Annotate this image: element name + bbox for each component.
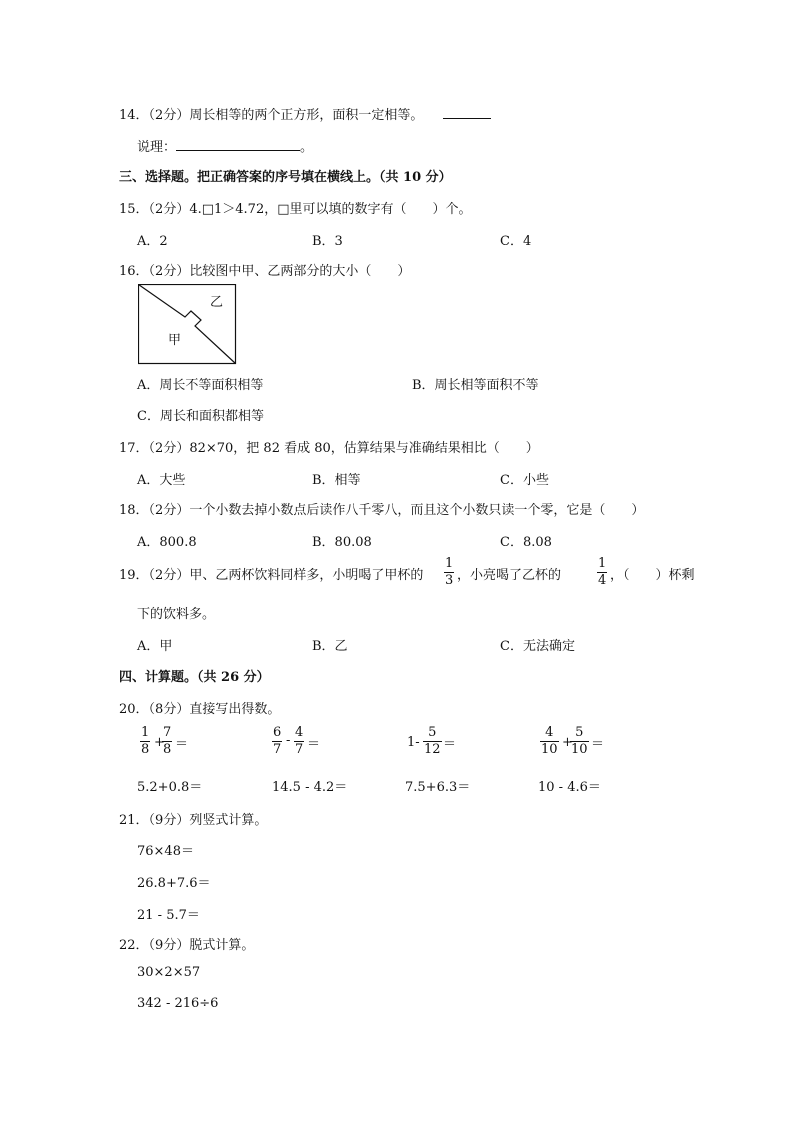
q19-frac2-num: 1 xyxy=(598,556,607,571)
q17-option-b[interactable]: B．相等 xyxy=(312,473,361,488)
q20-expr1-frac-a: 1 8 xyxy=(141,725,150,757)
q20-expr4-eq: ＝ xyxy=(591,737,605,752)
q15-option-c[interactable]: C．4 xyxy=(500,234,532,249)
section-4-title: 四、计算题。（共 26 分） xyxy=(119,670,270,685)
q20-expr1-op: + xyxy=(154,735,165,750)
q20-expr2-eq: ＝ xyxy=(307,737,321,752)
q16-option-c[interactable]: C．周长和面积都相等 xyxy=(137,409,264,424)
q14-explain-blank[interactable] xyxy=(176,138,300,151)
q18-option-b[interactable]: B．80.08 xyxy=(312,535,372,550)
q14-explain-label: 说理： xyxy=(137,140,177,155)
q20-expr1-eq: ＝ xyxy=(175,737,189,752)
q20-expr3-lead: 1- xyxy=(407,735,420,750)
q19-text-line2: 下的饮料多。 xyxy=(137,607,216,622)
q14-explain-end: 。 xyxy=(300,140,314,155)
q16-option-b[interactable]: B．周长相等面积不等 xyxy=(412,378,539,393)
q16-figure xyxy=(138,284,238,366)
q19-frac1-den: 3 xyxy=(445,573,454,588)
q18-option-c[interactable]: C．8.08 xyxy=(500,535,552,550)
q22-text: 22．（9分）脱式计算。 xyxy=(119,938,255,953)
q18-option-a[interactable]: A．800.8 xyxy=(137,535,197,550)
q14-explain xyxy=(137,136,313,155)
q17-option-a[interactable]: A．大些 xyxy=(137,473,186,488)
q20-row2-item-1: 5.2+0.8＝ xyxy=(137,780,203,795)
q19-text-part3: ，（ ）杯剩 xyxy=(610,568,695,583)
q18-text: 18．（2分）一个小数去掉小数点后读作八千零八，而且这个小数只读一个零，它是（ ） xyxy=(119,503,645,518)
q22-item-1: 30×2×57 xyxy=(137,965,201,980)
q19-option-c[interactable]: C．无法确定 xyxy=(500,639,575,654)
q16-figure-label-yi: 乙 xyxy=(210,295,224,310)
q21-item-1: 76×48＝ xyxy=(137,844,194,859)
q17-text: 17．（2分）82×70，把 82 看成 80，估算结果与准确结果相比（ ） xyxy=(119,441,539,456)
q20-expr2-frac-a: 6 7 xyxy=(273,725,282,757)
q20-expr4-frac-a: 4 10 xyxy=(541,725,558,757)
q19-frac2-den: 4 xyxy=(598,573,607,588)
q14-answer-blank[interactable] xyxy=(443,106,491,119)
q21-item-3: 21 - 5.7＝ xyxy=(137,908,200,923)
q19-frac1-num: 1 xyxy=(445,556,454,571)
q21-item-2: 26.8+7.6＝ xyxy=(137,876,211,891)
section-3-title: 三、选择题。把正确答案的序号填在横线上。（共 10 分） xyxy=(119,170,452,185)
q20-expr4-frac-b: 5 10 xyxy=(571,725,588,757)
q22-item-2: 342 - 216÷6 xyxy=(137,996,219,1011)
q19-text-part1: 19．（2分）甲、乙两杯饮料同样多，小明喝了甲杯的 xyxy=(119,568,424,583)
q19-option-b[interactable]: B．乙 xyxy=(312,639,348,654)
q19-fraction-one-third xyxy=(444,557,454,588)
q16-figure-label-jia: 甲 xyxy=(168,333,182,348)
q19-option-a[interactable]: A．甲 xyxy=(137,639,173,654)
q16-option-a[interactable]: A．周长不等面积相等 xyxy=(137,378,264,393)
q20-expr3-eq: ＝ xyxy=(443,737,457,752)
q14-text: 14．（2分）周长相等的两个正方形，面积一定相等。 xyxy=(119,104,491,123)
q19-text-part2: ，小亮喝了乙杯的 xyxy=(457,568,562,583)
q19-fraction-one-fourth xyxy=(597,557,607,588)
q20-expr3-frac: 5 12 xyxy=(424,725,441,757)
q15-text: 15．（2分）4.□1＞4.72，□里可以填的数字有（ ）个。 xyxy=(119,202,472,217)
q20-expr2-frac-b: 4 7 xyxy=(295,725,304,757)
q15-option-b[interactable]: B．3 xyxy=(312,234,343,249)
q20-row2-item-3: 7.5+6.3＝ xyxy=(405,780,471,795)
q20-expr1-frac-b: 7 8 xyxy=(163,725,172,757)
q21-text: 21．（9分）列竖式计算。 xyxy=(119,813,268,828)
q20-text: 20．（8分）直接写出得数。 xyxy=(119,702,281,717)
q15-option-a[interactable]: A．2 xyxy=(137,234,168,249)
q17-option-c[interactable]: C．小些 xyxy=(500,473,549,488)
q20-row2-item-2: 14.5 - 4.2＝ xyxy=(272,780,348,795)
q20-expr2-op: - xyxy=(286,733,291,748)
q20-expr4-op: + xyxy=(562,735,573,750)
q20-row2-item-4: 10 - 4.6＝ xyxy=(538,780,601,795)
q16-text: 16．（2分）比较图中甲、乙两部分的大小（ ） xyxy=(119,264,411,279)
